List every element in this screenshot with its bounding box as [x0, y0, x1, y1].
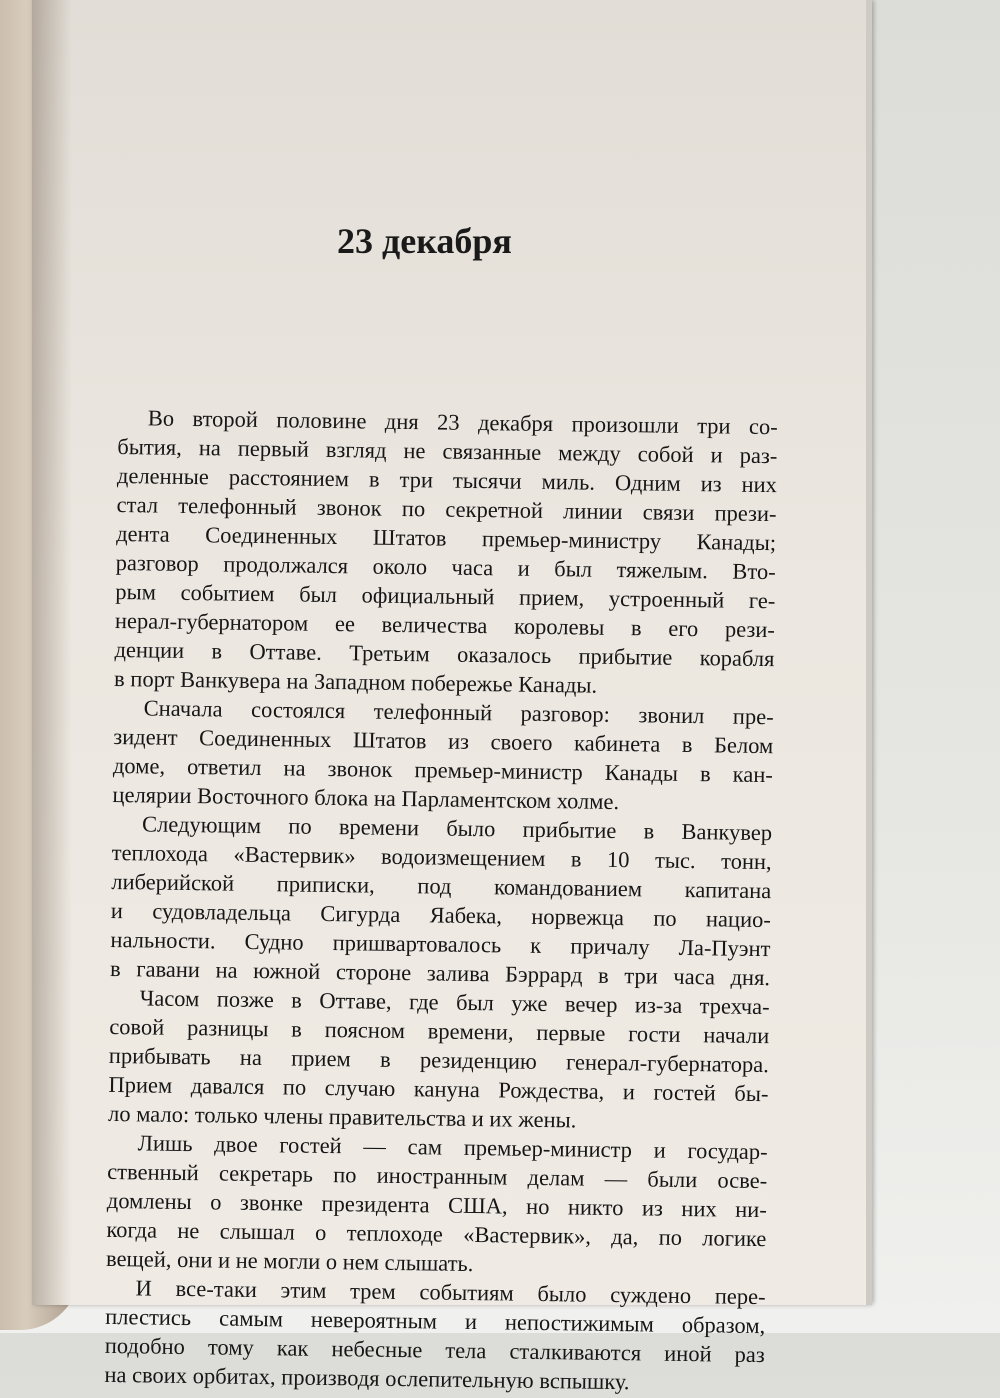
- text-line: дента Соединенных Штатов премьер-министру Канады;: [116, 520, 777, 556]
- page-edge: [866, 0, 872, 1305]
- text-line: прибывать на прием в резиденцию генерал-губернатора.: [108, 1042, 769, 1078]
- text-line: нальности. Судно пришвартовалось к причалу Ла-Пуэнт: [110, 926, 771, 962]
- text-line: в гавани на южной стороне залива Бэррард в три часа дня.: [109, 955, 771, 991]
- text-line: деленные расстоянием в три тысячи миль. Одним из них: [116, 462, 778, 498]
- text-line: Сначала состоялся телефонный разговор: звонил пре-: [143, 695, 774, 730]
- text-line: Во второй половине дня 23 декабря произошли три со-: [147, 405, 778, 440]
- text-line: нерал-губернатором ее величества королевы в его рези-: [114, 607, 776, 643]
- text-line: на своих орбитах, производя ослепительную вспышку.: [104, 1361, 630, 1395]
- chapter-title: 23 декабря: [337, 221, 512, 261]
- text-line: Прием давался по случаю кануна Рождества, и гостей бы-: [108, 1071, 769, 1107]
- text-line: Следующим по времени было прибытие в Ванкувер: [141, 811, 773, 846]
- text-line: Часом позже в Оттаве, где был уже вечер из-за трехча-: [139, 985, 770, 1020]
- spine-shadow: [32, 0, 72, 1305]
- text-line: зидент Соединенных Штатов из своего кабинета в Белом: [113, 723, 774, 759]
- text-line: в порт Ванкувера на Западном побережье Канады.: [113, 665, 598, 698]
- text-line: разговор продолжался около часа и был тяжелым. Вто-: [115, 549, 776, 585]
- text-line: рым событием был официальный прием, устроенный ге-: [115, 578, 776, 614]
- text-line: теплохода «Вастервик» водоизмещением в 10 тыс. тонн,: [111, 839, 772, 875]
- text-line: и судовладельца Сигурда Яабека, норвежца по нацио-: [110, 897, 772, 933]
- text-line: бытия, на первый взгляд не связанные между собой и раз-: [117, 433, 778, 469]
- text-line: стал телефонный звонок по секретной линии связи прези-: [116, 491, 777, 527]
- chapter-text: [104, 403, 778, 1398]
- text-line: домлены о звонке президента США, но никто из них ни-: [106, 1187, 767, 1223]
- text-line: ло мало: только члены правительства и их жены.: [107, 1100, 577, 1133]
- text-line: подобно тому как небесные тела сталкиваются иной раз: [104, 1332, 765, 1368]
- text-line: плестись самым невероятным и непостижимым образом,: [105, 1303, 766, 1339]
- text-line: целярии Восточного блока на Парламентском холме.: [112, 781, 620, 815]
- text-line: И все-таки этим трем событиям было суждено пере-: [135, 1275, 766, 1310]
- text-line: совой разницы в поясном времени, первые гости начали: [109, 1013, 770, 1049]
- text-line: когда не слышал о теплоходе «Вастервик», да, по логике: [106, 1216, 767, 1252]
- text-line: денции в Оттаве. Третьим оказалось прибытие корабля: [114, 636, 775, 672]
- text-line: Лишь двое гостей — сам премьер-министр и государ-: [137, 1130, 768, 1165]
- text-line: доме, ответил на звонок премьер-министр Канады в кан-: [112, 752, 774, 788]
- text-line: ственный секретарь по иностранным делам — были осве-: [107, 1158, 768, 1194]
- text-line: либерийской приписки, под командованием капитана: [111, 868, 772, 904]
- text-line: вещей, они и не могли о нем слышать.: [105, 1245, 474, 1277]
